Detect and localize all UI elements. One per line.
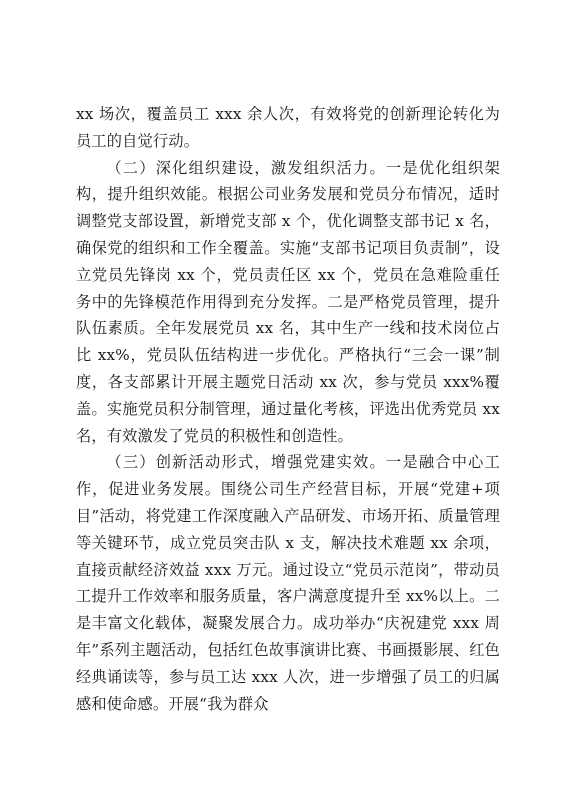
paragraph-organization-building: （二）深化组织建设，激发组织活力。一是优化组织架构，提升组织效能。根据公司业务发展和党员分布情况，适时调整党支部设置，新增党支部 x 个，优化调整支部书记 x 名，确保党的组织和工作全覆盖。实施“支部书记项目负责制”，设立党员先锋岗 xx 个，党员责任区 xx 个，党员在急难险重任务中的先锋模范作用得到充分发挥。二是严格党员管理，提升队伍素质。全年发展党员 xx 名，其中生产一线和技术岗位占比 xx%，党员队伍结构进一步优化。严格执行“三会一课”制度，各支部累计开展主题党日活动 xx 次，参与党员 xxx%覆盖。实施党员积分制管理，通过量化考核，评选出优秀党员 xx 名，有效激发了党员的积极性和创造性。 bbox=[76, 158, 500, 445]
paragraph-continuation: xx 场次，覆盖员工 xxx 余人次，有效将党的创新理论转化为员工的自觉行动。 bbox=[76, 105, 500, 150]
document-body bbox=[76, 101, 500, 717]
paragraph-activity-innovation: （三）创新活动形式，增强党建实效。一是融合中心工作，促进业务发展。围绕公司生产经营目标，开展“党建+项目”活动，将党建工作深度融入产品研发、市场开拓、质量管理等关键环节，成立党员突击队 x 支，解决技术难题 xx 余项，直接贡献经济效益 xxx 万元。通过设立“党员示范岗”，带动员工提升工作效率和服务质量，客户满意度提升至 xx%以上。二是丰富文化载体，凝聚发展合力。成功举办“庆祝建党 xxx 周年”系列主题活动，包括红色故事演讲比赛、书画摄影展、红色经典诵读等，参与员工达 xxx 人次，进一步增强了员工的归属感和使命感。开展“我为群众 bbox=[76, 453, 500, 713]
